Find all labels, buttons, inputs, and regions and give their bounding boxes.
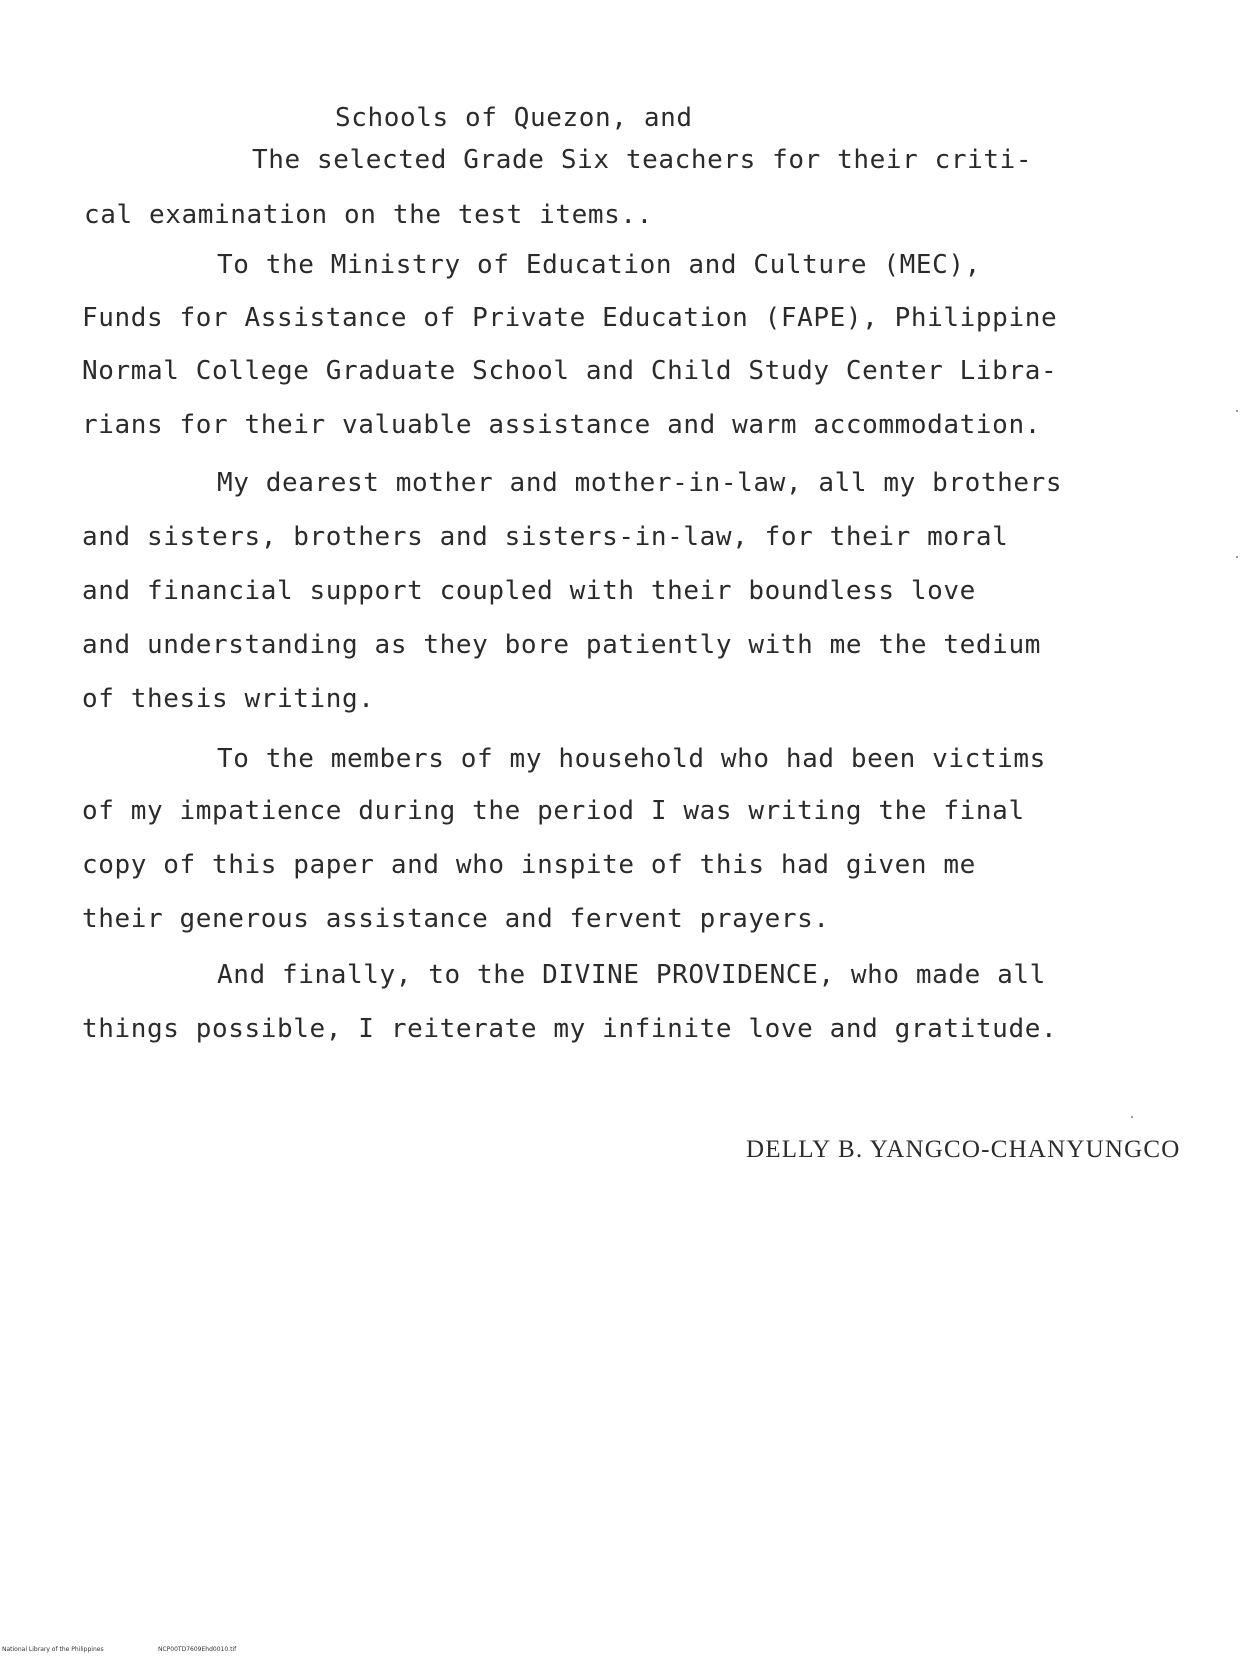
text-line-16: their generous assistance and fervent prayers. xyxy=(82,904,830,934)
text-line-14: of my impatience during the period I was writing the final xyxy=(82,796,1025,826)
scan-speck xyxy=(1236,556,1238,558)
footer-library: National Library of the Philippines xyxy=(2,1646,104,1653)
text-line-12: of thesis writing. xyxy=(82,684,375,714)
text-line-8: My dearest mother and mother-in-law, all my brothers xyxy=(217,468,1063,498)
text-line-4: To the Ministry of Education and Culture (MEC), xyxy=(217,250,981,280)
text-line-2: The selected Grade Six teachers for their criti- xyxy=(252,145,1033,175)
text-line-15: copy of this paper and who inspite of this had given me xyxy=(82,850,976,880)
text-line-17: And finally, to the DIVINE PROVIDENCE, who made all xyxy=(217,960,1046,990)
text-line-1: Schools of Quezon, and xyxy=(335,103,693,133)
footer-file-id: NCP00TD7609Ehd0010.tif xyxy=(158,1646,237,1653)
text-line-10: and financial support coupled with their boundless love xyxy=(82,576,976,606)
text-line-18: things possible, I reiterate my infinite love and gratitude. xyxy=(82,1014,1058,1044)
text-line-3: cal examination on the test items.. xyxy=(84,200,653,230)
text-line-9: and sisters, brothers and sisters-in-law, for their moral xyxy=(82,522,1009,552)
text-line-11: and understanding as they bore patiently with me the tedium xyxy=(82,630,1041,660)
scan-speck xyxy=(1236,410,1238,412)
text-line-13: To the members of my household who had been victims xyxy=(217,744,1046,774)
scan-speck xyxy=(1131,1116,1133,1118)
text-line-7: rians for their valuable assistance and warm accommodation. xyxy=(82,410,1041,440)
text-line-6: Normal College Graduate School and Child Study Center Libra- xyxy=(82,356,1058,386)
text-line-5: Funds for Assistance of Private Education (FAPE), Philippine xyxy=(82,303,1058,333)
signature: DELLY B. YANGCO-CHANYUNGCO xyxy=(746,1136,1181,1163)
